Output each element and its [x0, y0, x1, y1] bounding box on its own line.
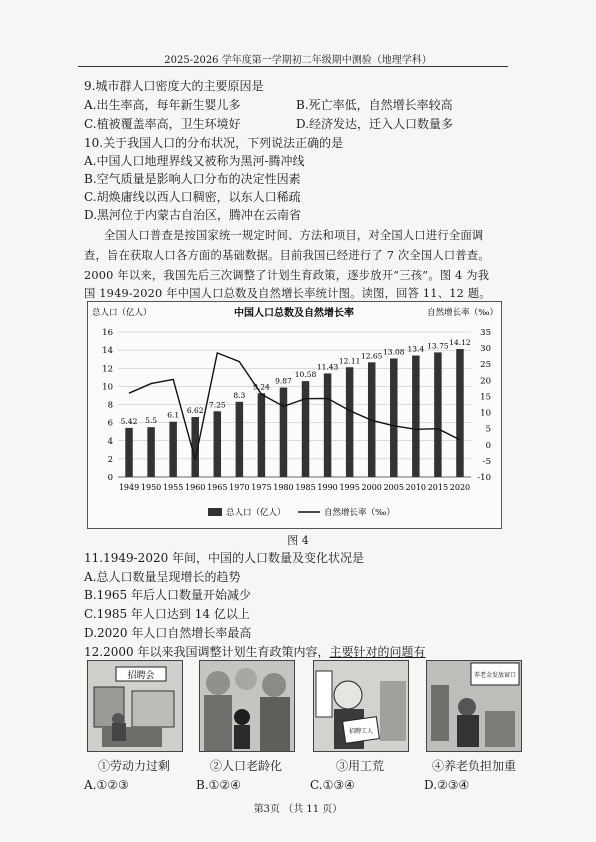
y-tick-left: 4	[107, 436, 113, 447]
q10-option-a: A.中国人口地理界线又被称为黑河-腾冲线	[84, 154, 305, 168]
bar-data-label: 9.87	[275, 376, 292, 386]
cartoon-elderly-crowd	[199, 660, 295, 752]
q12-option-c: C.①③④	[310, 778, 355, 792]
x-tick-label: 2010	[405, 483, 427, 492]
q10-option-b: B.空气质量是影响人口分布的决定性因素	[84, 172, 301, 186]
y-tick-right: -10	[477, 473, 491, 483]
bar	[147, 427, 155, 477]
bar	[324, 373, 332, 477]
page-header: 2025-2026 学年度第一学期初二年级期中测验（地理学科）	[164, 55, 432, 66]
bar	[236, 402, 244, 477]
job-fair-sign: 招聘会	[127, 671, 155, 681]
x-tick-label: 1975	[251, 483, 272, 492]
x-tick-label: 1980	[273, 483, 294, 492]
x-tick-label: 1950	[140, 483, 162, 492]
header-rule	[78, 66, 508, 67]
q10-stem: 10.关于我国人口的分布状况，下列说法正确的是	[84, 136, 344, 150]
bar-data-label: 13.08	[383, 347, 405, 357]
y-tick-right: 15	[480, 392, 491, 403]
y-tick-right: 0	[485, 440, 491, 451]
bar-data-label: 14.12	[449, 338, 471, 348]
legend-label-population: 总人口（亿人）	[226, 508, 286, 518]
passage-line-3: 2000 年以来，我国先后三次调整了计划生育政策，逐步放开“三孩”。图 4 为我	[84, 269, 490, 282]
y-tick-left: 10	[102, 382, 113, 393]
bar-data-label: 5.42	[120, 416, 138, 426]
bar-data-label: 7.25	[208, 400, 226, 410]
x-tick-label: 1985	[295, 483, 316, 492]
passage-line-4: 国 1949-2020 年中国人口总数及自然增长率统计图。读图，回答 11、12 题。	[84, 287, 491, 300]
q11-option-b: B.1965 年后人口数量开始减少	[84, 588, 251, 602]
q9-stem: 9.城市群人口密度大的主要原因是	[84, 79, 264, 93]
y-tick-right: 30	[480, 344, 491, 355]
q9-option-b: B.死亡率低，自然增长率较高	[296, 98, 453, 112]
bar-data-label: 9.24	[253, 382, 270, 392]
growth-rate-line	[129, 353, 460, 460]
chart-title: 中国人口总数及自然增长率	[234, 308, 354, 319]
q12-stem-prefix: 12.2000 年以来我国调整计划生育政策内容，	[84, 645, 330, 659]
y-tick-left: 12	[102, 364, 113, 375]
bar	[302, 381, 310, 477]
x-tick-label: 2000	[361, 483, 382, 492]
legend-swatch-population	[208, 508, 222, 516]
y-tick-left: 0	[107, 473, 113, 483]
bar	[169, 422, 177, 477]
q10-option-c: C.胡焕庸线以西人口稠密，以东人口稀疏	[84, 190, 301, 204]
bar	[434, 352, 442, 477]
cartoon-pension-burden	[426, 660, 522, 752]
y-tick-left: 6	[107, 418, 113, 429]
bar-data-label: 12.11	[338, 356, 361, 366]
y-axis-label-left: 总人口（亿人）	[92, 308, 152, 318]
x-tick-label: 2005	[383, 483, 404, 492]
bar	[390, 358, 398, 477]
bar	[258, 393, 266, 477]
y-tick-right: -5	[482, 456, 491, 467]
chart-svg	[88, 302, 501, 528]
cartoon-labor-shortage	[313, 660, 409, 752]
picture-caption-2: ②人口老龄化	[209, 759, 282, 773]
q10-option-d: D.黑河位于内蒙古自治区，腾冲在云南省	[84, 208, 302, 222]
y-tick-right: 20	[480, 376, 491, 387]
passage-line-1: 全国人口普查是按国家统一规定时间、方法和项目，对全国人口进行全面调	[104, 229, 484, 242]
population-chart	[87, 301, 502, 529]
bar-data-label: 5.5	[145, 416, 158, 426]
x-tick-label: 2020	[449, 483, 471, 492]
bar-data-label: 13.4	[407, 344, 425, 354]
bar-data-label: 13.75	[427, 341, 449, 351]
y-tick-left: 14	[102, 346, 113, 357]
x-tick-label: 1995	[339, 483, 360, 492]
q11-option-a: A.总人口数量呈现增长的趋势	[84, 570, 241, 584]
q12-stem	[84, 644, 425, 660]
bar	[214, 411, 222, 477]
bar	[412, 356, 420, 477]
q11-option-d: D.2020 年人口自然增长率最高	[84, 626, 252, 640]
q9-option-a: A.出生率高，每年新生婴儿多	[84, 98, 241, 112]
q12-option-a: A.①②③	[84, 778, 129, 792]
picture-caption-4: ④养老负担加重	[431, 759, 516, 773]
bar-data-label: 8.3	[233, 390, 246, 400]
picture-caption-3: ③用工荒	[335, 759, 384, 773]
x-tick-label: 2015	[427, 483, 449, 492]
q9-option-d: D.经济发达，迁入人口数量多	[296, 117, 454, 131]
passage-line-2: 查，旨在获取人口各方面的基础数据。目前我国已经进行了 7 次全国人口普查。	[84, 249, 490, 262]
y-tick-left: 2	[107, 454, 113, 465]
q9-option-c: C.植被覆盖率高，卫生环境好	[84, 117, 241, 131]
bar-data-label: 6.62	[186, 406, 204, 416]
x-tick-label: 1960	[185, 483, 206, 492]
cartoon-job-fair	[87, 660, 183, 752]
q12-option-b: B.①②④	[196, 778, 241, 792]
bar	[456, 349, 464, 477]
y-tick-right: 25	[480, 360, 491, 371]
y-axis-label-right: 自然增长率（‰）	[427, 308, 498, 318]
y-tick-right: 35	[480, 328, 491, 338]
y-tick-left: 8	[107, 400, 113, 411]
x-tick-label: 1955	[162, 483, 184, 492]
bar-data-label: 10.58	[294, 370, 317, 380]
labor-sign: 招聘工人	[348, 728, 374, 735]
bar-data-label: 11.43	[316, 362, 339, 372]
bar-data-label: 6.1	[167, 410, 180, 420]
q11-stem: 11.1949-2020 年间，中国的人口数量及变化状况是	[84, 551, 365, 565]
x-tick-label: 1970	[229, 483, 250, 492]
legend-label-growth: 自然增长率（‰）	[324, 508, 395, 518]
q12-option-d: D.②③④	[424, 778, 470, 792]
q11-option-c: C.1985 年人口达到 14 亿以上	[84, 607, 250, 621]
x-tick-label: 1990	[317, 483, 338, 492]
pension-sign: 养老金发放窗口	[473, 672, 517, 679]
bar-data-label: 12.65	[360, 351, 383, 361]
bar	[280, 388, 288, 477]
y-tick-right: 5	[485, 424, 491, 435]
x-tick-label: 1949	[118, 483, 140, 492]
picture-caption-1: ①劳动力过剩	[97, 759, 170, 773]
x-tick-label: 1965	[207, 483, 228, 492]
y-tick-right: 10	[480, 408, 491, 419]
figure-caption: 图 4	[287, 534, 309, 547]
bar	[125, 428, 133, 477]
q12-stem-underlined: 主要针对的问题有	[329, 645, 426, 659]
y-tick-left: 16	[102, 328, 113, 338]
bar	[346, 367, 354, 477]
page-footer: 第3页 （共 11 页）	[253, 804, 343, 815]
